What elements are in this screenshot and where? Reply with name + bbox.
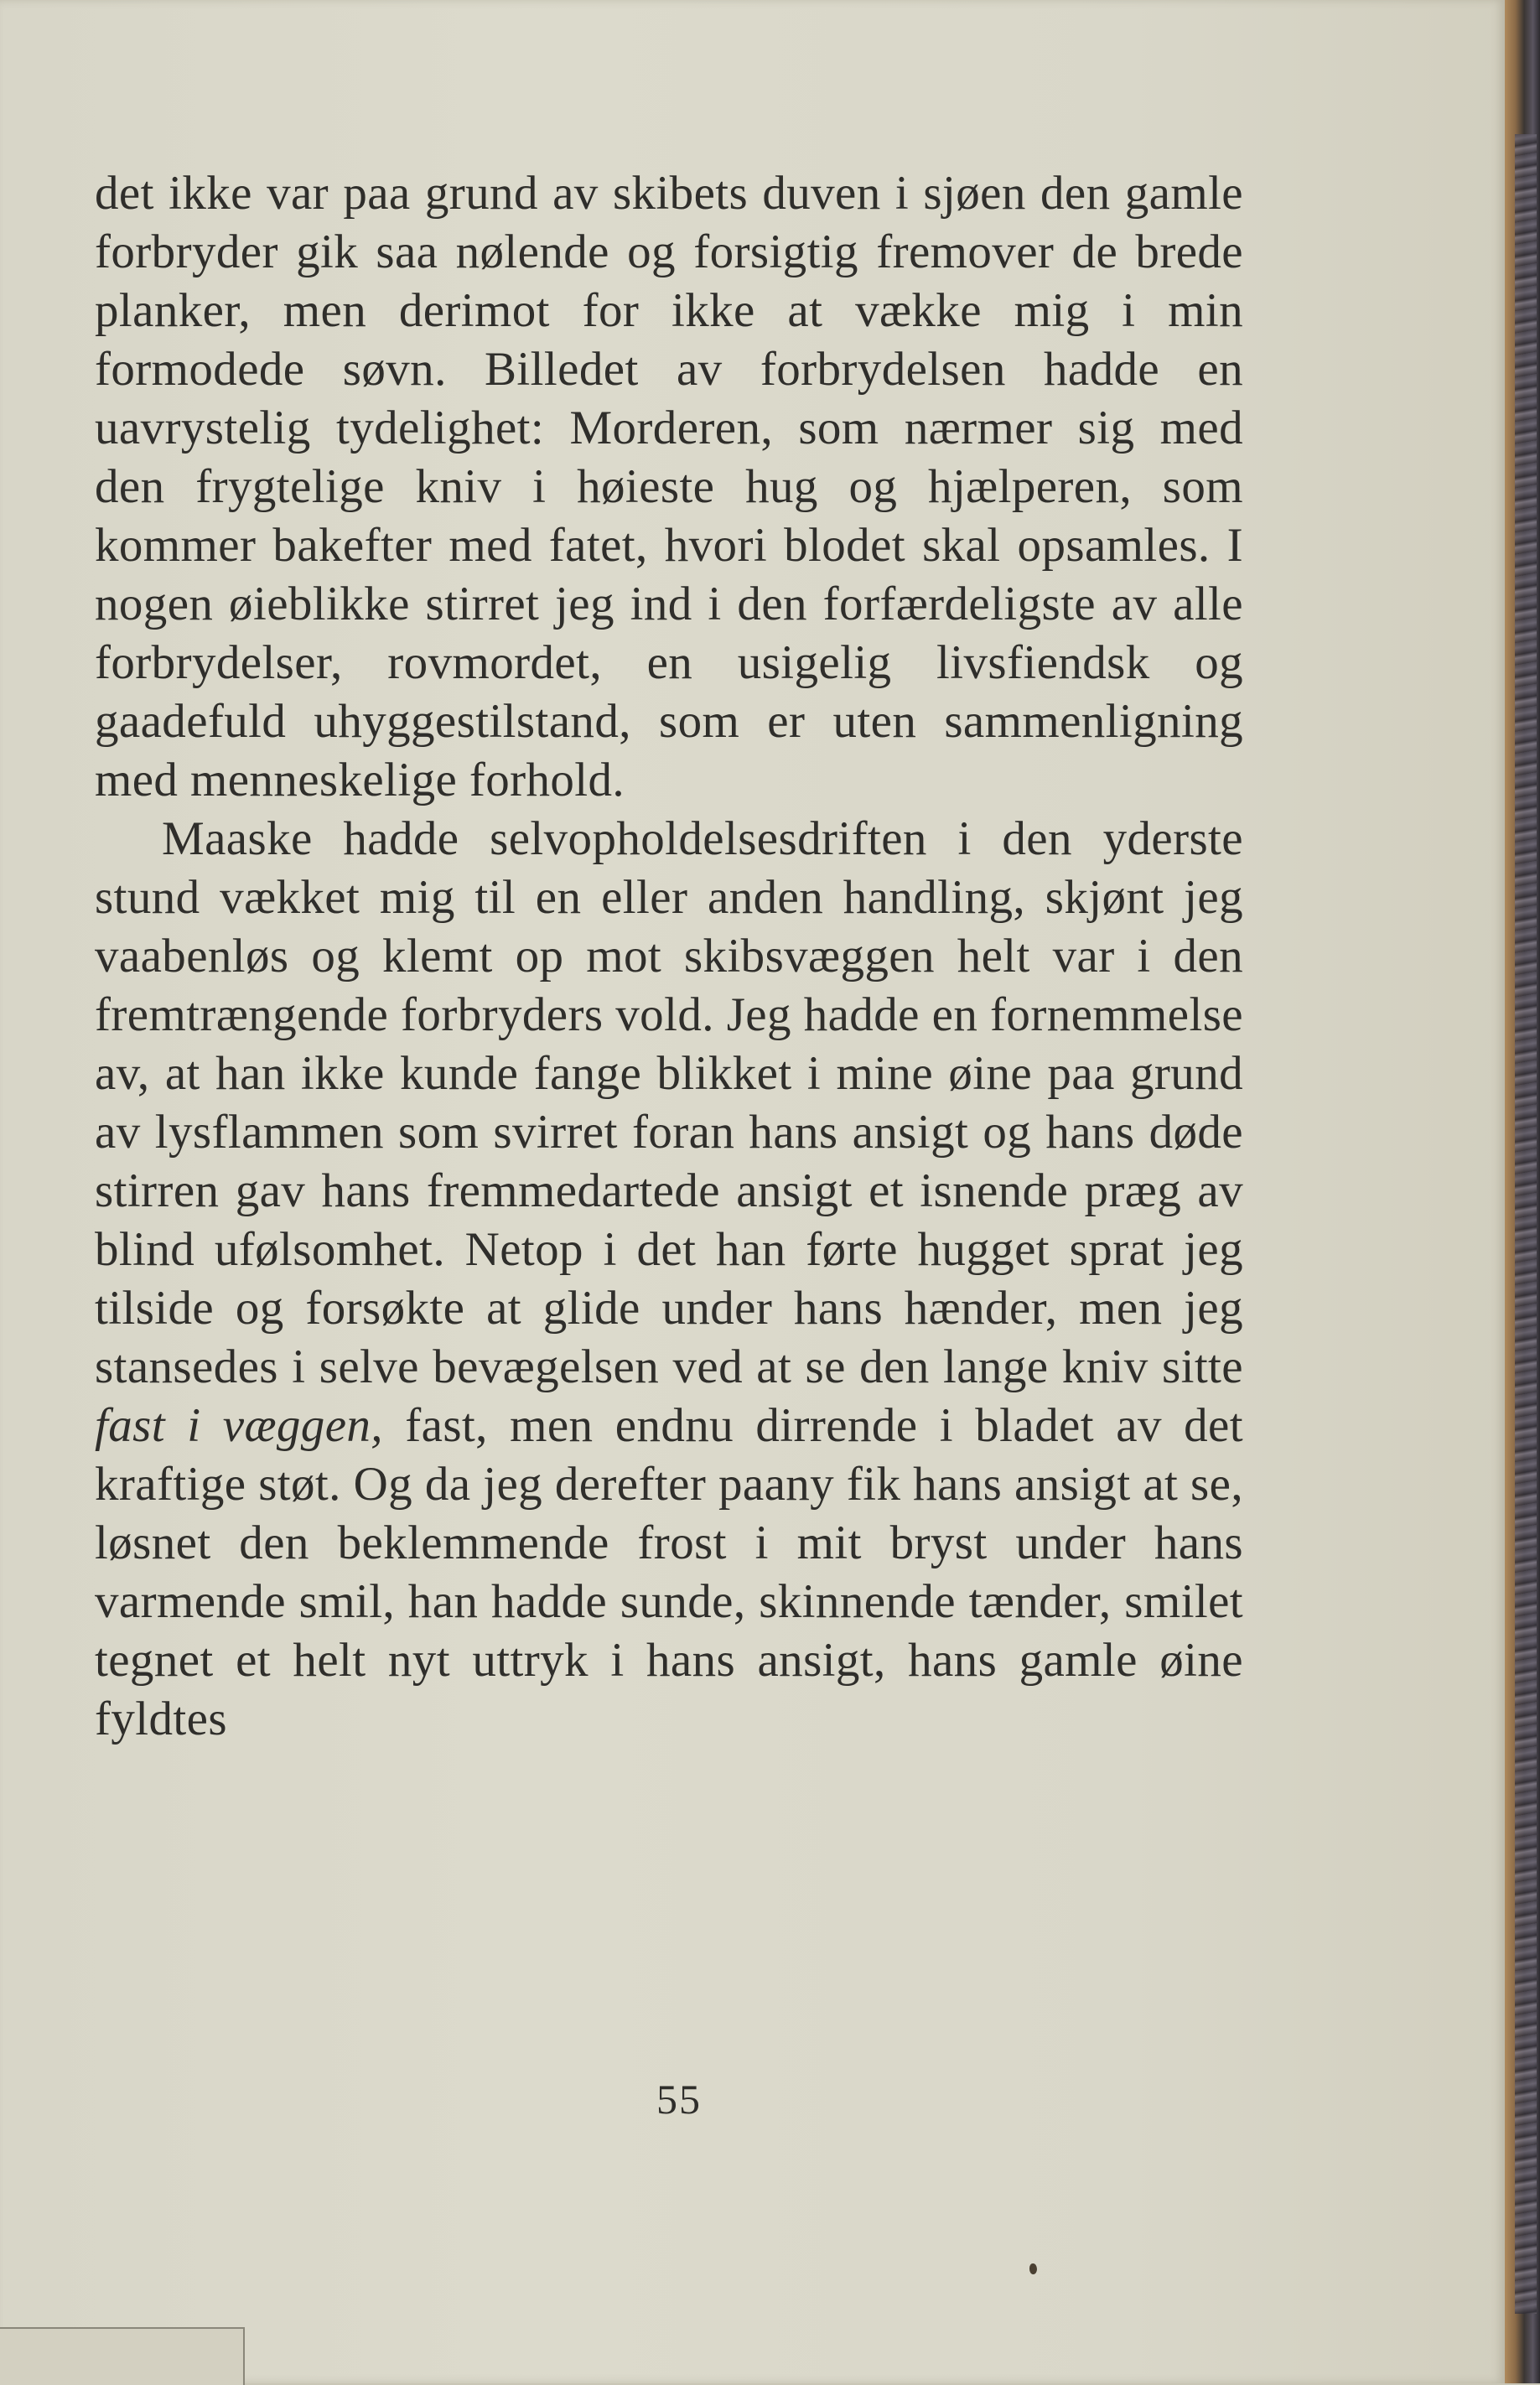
paragraph-2-emphasis: fast i væggen, xyxy=(95,1399,383,1452)
book-cover-edge xyxy=(1505,0,1540,2383)
page-corner-mark xyxy=(0,2327,245,2385)
paper-speck xyxy=(1029,2263,1037,2274)
paragraph-2 xyxy=(95,810,1243,1749)
paragraph-1: det ikke var paa grund av skibets duven i sjøen den gamle forbryder gik saa nølende og forsigtig fremover de brede planker, men derimot for ikke at vække mig i min formodede søvn. Billedet av forbrydelsen hadde en uavrystelig tydelighet: Morderen, som nærmer sig med den frygtelige kniv i høieste hug og hjælperen, som kommer bakefter med fatet, hvori blodet skal opsamles. I nogen øieblikke stirret jeg ind i den forfærdeligste av alle forbrydelser, rovmordet, en usigelig livsfiendsk og gaadefuld uhyggestilstand, som er uten sammenligning med menneskelige forhold. xyxy=(95,167,1243,806)
paragraph-2-text-start: Maaske hadde selvopholdelsesdriften i den yderste stund vækket mig til en eller anden handling, skjønt jeg vaabenløs og klemt op mot skibsvæggen helt var i den fremtrængende forbryders vold. Jeg hadde en fornemmelse av, at han ikke kunde fange blikket i mine øine paa grund av lysflammen som svirret foran hans ansigt og hans døde stirren gav hans fremmedartede ansigt et isnende præg av blind ufølsomhet. Netop i det han førte hugget sprat jeg tilside og forsøkte at glide under hans hænder, men jeg stansedes i selve bevægelsen ved at se den lange kniv sitte xyxy=(95,812,1243,1393)
body-text xyxy=(95,164,1243,1749)
paragraph-2-text-end: fast, men endnu dirrende i bladet av det kraftige støt. Og da jeg derefter paany fik hans ansigt at se, løsnet den beklemmende frost i mit bryst under hans varmende smil, han hadde sunde, skinnende tænder, smilet tegnet et helt nyt uttryk i hans ansigt, hans gamle øine fyldtes xyxy=(95,1399,1243,1745)
page-number: 55 xyxy=(656,2076,702,2123)
